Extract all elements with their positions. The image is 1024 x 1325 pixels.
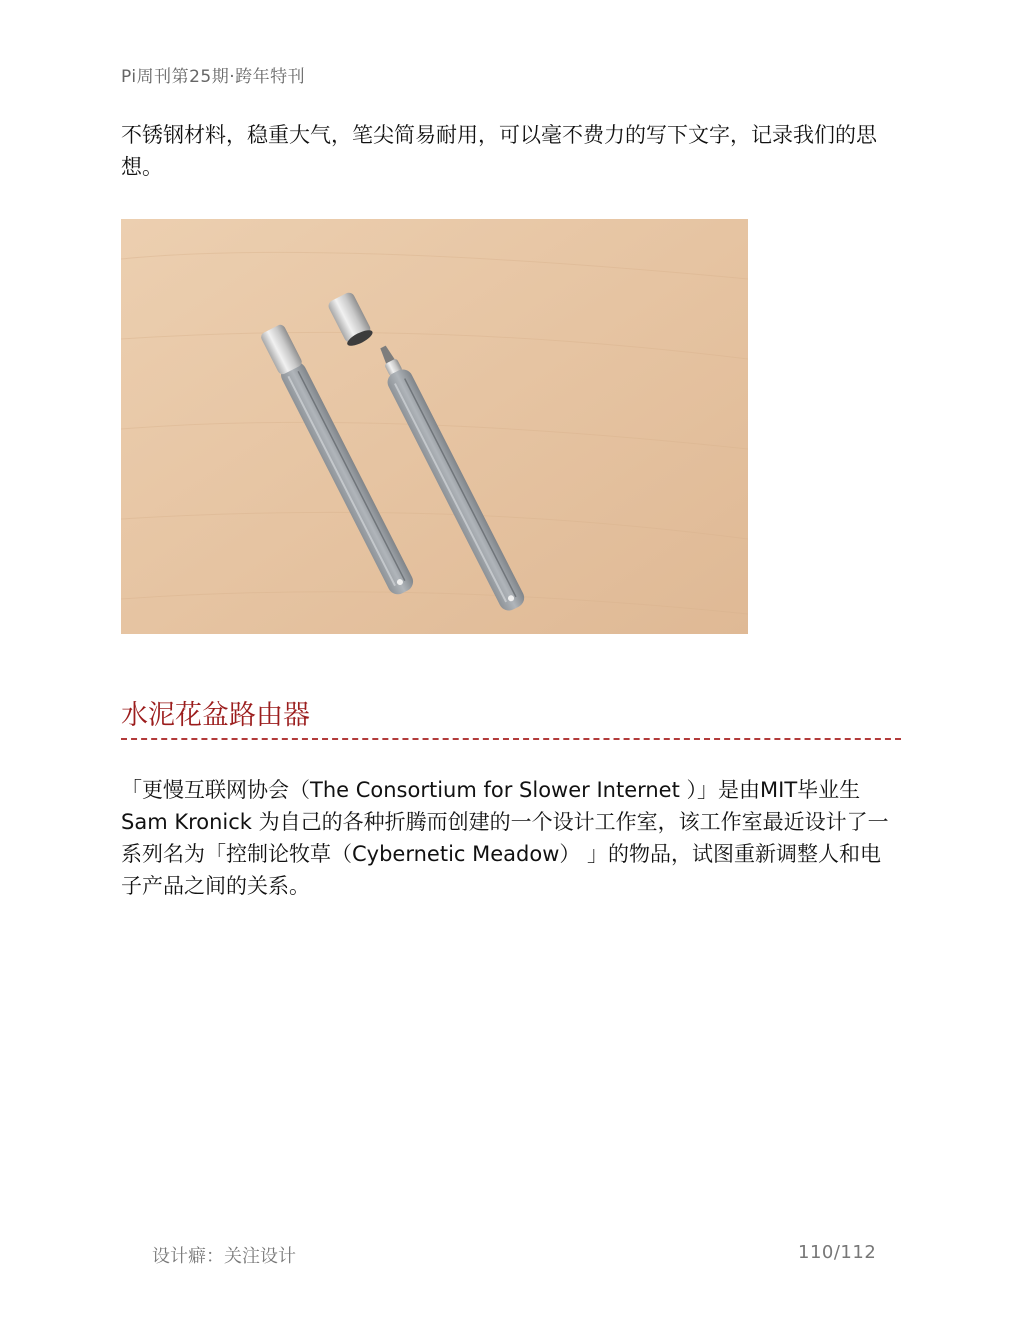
page-number: 110/112 bbox=[798, 1242, 877, 1263]
pen-photo bbox=[121, 219, 748, 634]
intro-paragraph: 不锈钢材料，稳重大气，笔尖简易耐用，可以毫不费力的写下文字，记录我们的思想。 bbox=[121, 123, 877, 179]
footer-tagline: 设计癖：关注设计 bbox=[152, 1246, 296, 1267]
body-paragraph: 「更慢互联网协会（The Consortium for Slower Internet ）」是由MIT毕业生Sam Kronick 为自己的各种折腾而创建的一个设计工作室，该工作室最近设计了一系列名为「控制论牧草（Cybernetic Meadow） 」的物品，试图重新调整人和电子产品之间的关系。 bbox=[121, 778, 889, 898]
section-divider bbox=[121, 738, 901, 740]
section-heading: 水泥花盆路由器 bbox=[121, 700, 310, 731]
running-header: Pi周刊第25期·跨年特刊 bbox=[121, 67, 306, 87]
